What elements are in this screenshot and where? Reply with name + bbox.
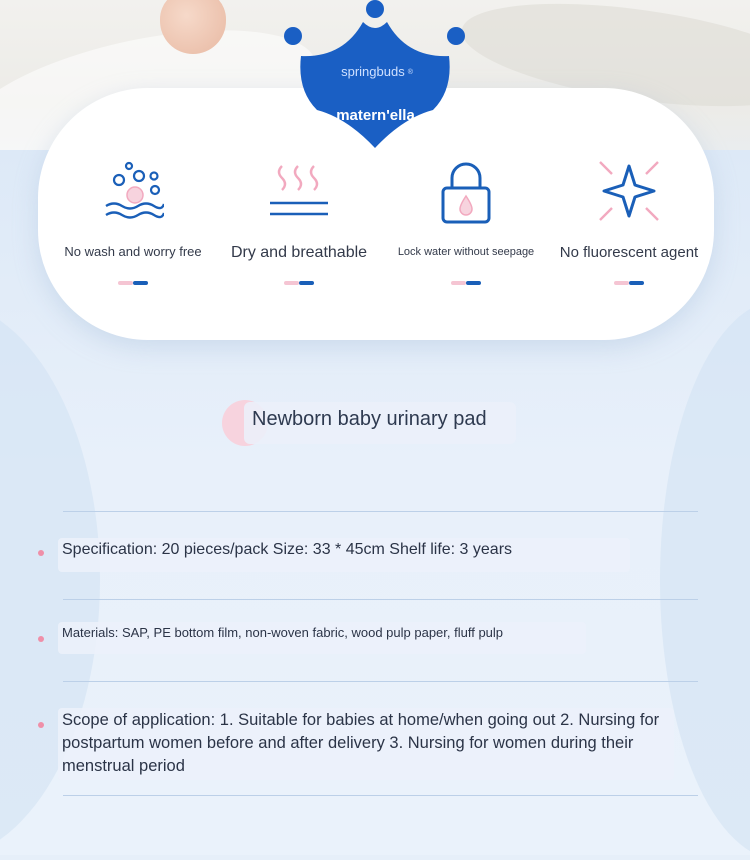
- brand-name: matern'ella: [336, 107, 415, 124]
- divider: [63, 681, 698, 682]
- bullet: [38, 550, 44, 556]
- bullet: [38, 722, 44, 728]
- divider: [63, 599, 698, 600]
- feature-underline: [284, 281, 314, 285]
- feature-label: No wash and worry free: [64, 244, 202, 259]
- steam-lines-icon: [268, 160, 330, 227]
- feature-label: Lock water without seepage: [397, 246, 535, 258]
- padlock-droplet-icon: [435, 160, 497, 231]
- feature-underline: [614, 281, 644, 285]
- brand-subname: springbuds ®: [341, 64, 413, 79]
- divider: [63, 511, 698, 512]
- spec-text: Scope of application: 1. Suitable for babies at home/when going out 2. Nursing for postpartum women before and after delivery 3. Nursing for women during their menstrual period: [62, 711, 660, 775]
- bullet: [38, 636, 44, 642]
- brand-logo: [283, 0, 468, 150]
- feature-label: No fluorescent agent: [559, 244, 699, 261]
- product-title-block: [222, 398, 522, 448]
- feature-label: Dry and breathable: [230, 244, 368, 261]
- sparkle-star-icon: [598, 160, 660, 227]
- spec-text: Specification: 20 pieces/pack Size: 33 * 45cm Shelf life: 3 years: [62, 541, 513, 558]
- divider: [63, 795, 698, 796]
- feature-underline: [118, 281, 148, 285]
- spec-text: Materials: SAP, PE bottom film, non-woven fabric, wood pulp paper, fluff pulp: [62, 625, 504, 640]
- bubbles-water-icon: [102, 160, 164, 227]
- feature-no-wash: [48, 88, 218, 340]
- feature-underline: [451, 281, 481, 285]
- product-title: Newborn baby urinary pad: [252, 408, 487, 430]
- feature-no-fluorescent: [544, 88, 714, 340]
